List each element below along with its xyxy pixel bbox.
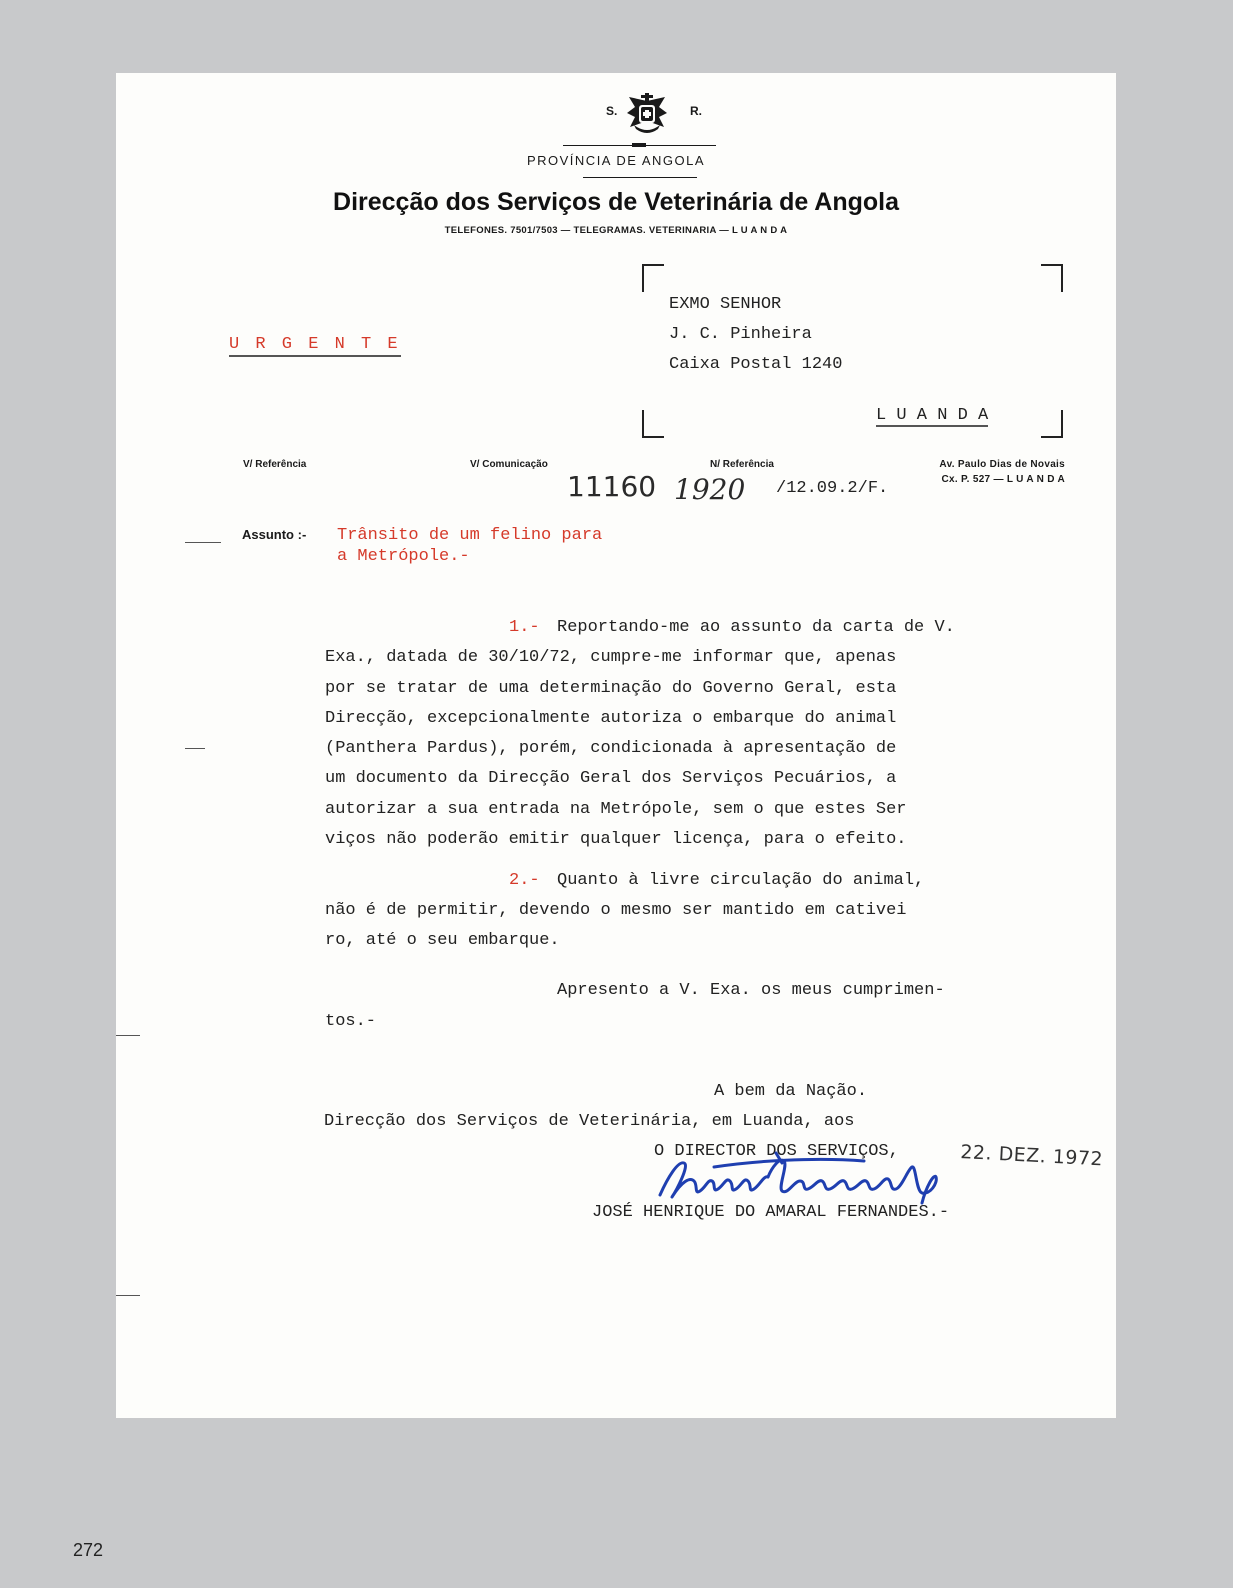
address-line-1: Av. Paulo Dias de Novais	[939, 459, 1065, 470]
paragraph-1-line: viços não poderão emitir qualquer licença, para o efeito.	[325, 830, 907, 849]
department-title: Direcção dos Serviços de Veterinária de Angola	[333, 188, 899, 216]
handwritten-signature	[654, 1147, 954, 1211]
date-stamp: 22. DEZ. 1972	[959, 1141, 1104, 1171]
subject-label: Assunto :-	[242, 527, 307, 542]
signoff-motto: A bem da Nação.	[714, 1082, 868, 1101]
signoff-title: O DIRECTOR DOS SERVIÇOS,	[654, 1142, 899, 1161]
paragraph-1-line: Reportando-me ao assunto da carta de V.	[557, 618, 955, 637]
page-number: 272	[73, 1540, 104, 1560]
subject-line-2: a Metrópole.-	[337, 547, 470, 566]
subject-line-1: Trânsito de um felino para	[337, 526, 603, 545]
address-bracket-top-right	[1041, 264, 1063, 292]
paragraph-1-line: um documento da Direcção Geral dos Serviços Pecuários, a	[325, 769, 897, 788]
province-title: PROVÍNCIA DE ANGOLA	[526, 153, 706, 168]
paragraph-2-line: não é de permitir, devendo o mesmo ser mantido em cativei	[325, 901, 907, 920]
paragraph-1-line: (Panthera Pardus), porém, condicionada à apresentação de	[325, 739, 897, 758]
paragraph-2-line: Quanto à livre circulação do animal,	[557, 871, 925, 890]
handwritten-number-1: 11160	[567, 470, 657, 503]
recipient-box: Caixa Postal 1240	[669, 355, 843, 374]
closing-line: tos.-	[325, 1012, 377, 1031]
letterhead-address	[910, 457, 1065, 487]
letterhead-contact: TELEFONES. 7501/7503 — TELEGRAMAS. VETERINARIA — L U A N D A	[444, 225, 788, 236]
margin-mark	[116, 1035, 140, 1036]
address-bracket-bottom-right	[1041, 410, 1063, 438]
signoff-place: Direcção dos Serviços de Veterinária, em Luanda, aos	[324, 1112, 855, 1131]
address-line-2: Cx. P. 527 — L U A N D A	[941, 474, 1065, 485]
paragraph-1-line: autorizar a sua entrada na Metrópole, sem o que estes Ser	[325, 800, 907, 819]
address-bracket-bottom-left	[642, 410, 664, 438]
address-bracket-top-left	[642, 264, 664, 292]
paragraph-1-line: Direcção, excepcionalmente autoriza o embarque do animal	[325, 709, 897, 728]
signatory-name: JOSÉ HENRIQUE DO AMARAL FERNANDES.-	[592, 1203, 950, 1222]
recipient-name: J. C. Pinheira	[669, 325, 812, 344]
letterhead-r: R.	[690, 104, 702, 118]
n-referencia-label: N/ Referência	[710, 459, 774, 470]
recipient-city: L U A N D A	[876, 406, 989, 425]
margin-mark	[116, 1295, 140, 1296]
margin-mark	[185, 748, 205, 749]
paragraph-2-number: 2.-	[509, 871, 540, 890]
v-referencia-label: V/ Referência	[243, 459, 307, 470]
typed-reference: /12.09.2/F.	[776, 479, 889, 498]
urgent-stamp: U R G E N T E	[229, 335, 401, 357]
letterhead-rule-bottom	[583, 177, 697, 178]
letter-document	[116, 73, 1116, 1418]
coat-of-arms-icon	[626, 91, 668, 135]
margin-mark	[185, 542, 221, 543]
handwritten-number-2: 1920	[674, 473, 746, 506]
v-comunicacao-label: V/ Comunicação	[470, 459, 548, 470]
paragraph-2-line: ro, até o seu embarque.	[325, 931, 560, 950]
letterhead-s: S.	[606, 104, 618, 118]
letterhead-rule-mark	[632, 143, 646, 147]
paragraph-1-line: Exa., datada de 30/10/72, cumpre-me informar que, apenas	[325, 648, 897, 667]
paragraph-1-number: 1.-	[509, 618, 540, 637]
recipient-salutation: EXMO SENHOR	[669, 295, 782, 314]
closing-line: Apresento a V. Exa. os meus cumprimen-	[557, 981, 945, 1000]
paragraph-1-line: por se tratar de uma determinação do Governo Geral, esta	[325, 679, 897, 698]
